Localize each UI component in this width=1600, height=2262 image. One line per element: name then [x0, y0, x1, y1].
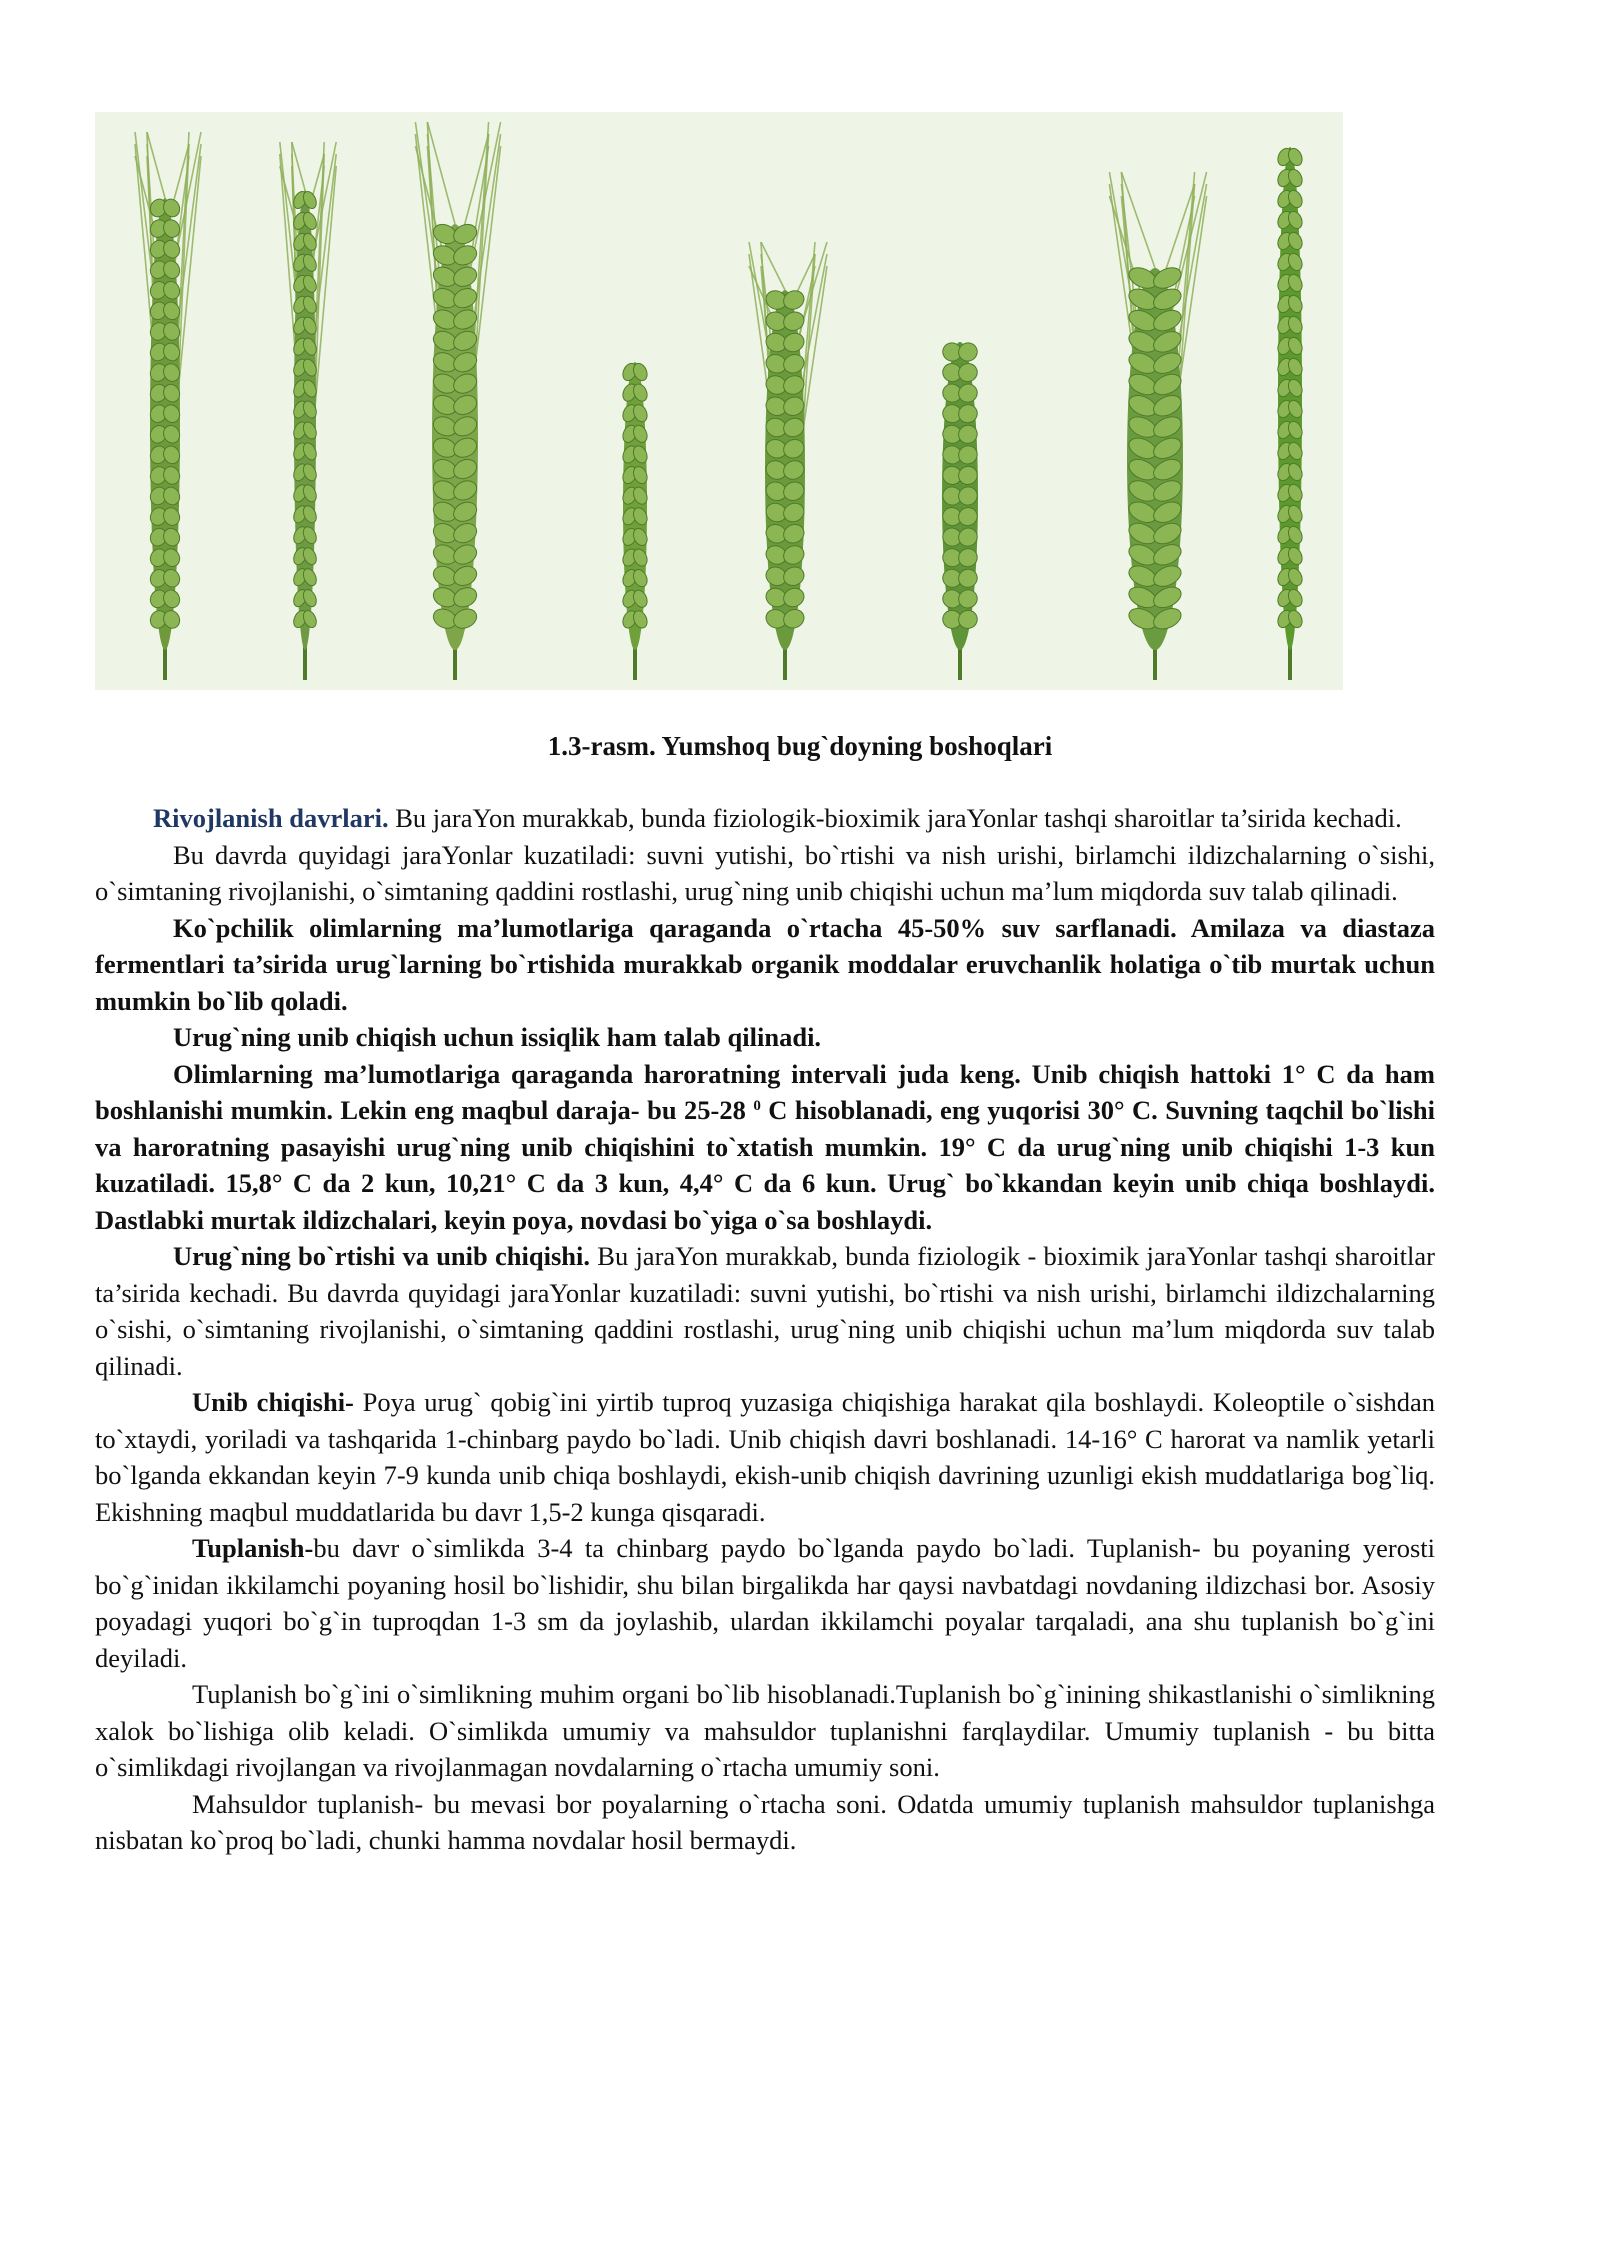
wheat-ears-figure [95, 112, 1343, 690]
heading-swelling-germination: Urug`ning bo`rtishi va unib chiqishi. [173, 1241, 591, 1271]
paragraph-tillering: Tuplanish-bu davr o`simlikda 3-4 ta chinbarg paydo bo`lganda paydo bo`ladi. Tuplanish- bu poyaning yerosti bo`g`inidan ikkilamchi poyaning hosil bo`lishidir, shu bilan birgalikda har qaysi navbatdagi novdaning ildizchasi bor. Asosiy poyadagi yuqori bo`g`in tuproqdan 1-3 sm da joylashib, ulardan ikkilamchi poyalar tarqaladi, ana shu tuplanish bo`g`ini deyiladi. [95, 1533, 1435, 1673]
paragraph-processes: Bu davrda quyidagi jaraYonlar kuzatiladi: suvni yutishi, bo`rtishi va nish urishi, birlamchi ildizchalarning o`sishi, o`simtaning rivojlanishi, o`simtaning qaddini rostlashi, urug`ning unib chiqishi uchun ma’lum miqdorda suv talab qilinadi. [95, 839, 1435, 906]
wheat-ear [1275, 146, 1304, 680]
paragraph-productive-tillering: Mahsuldor tuplanish- bu mevasi bor poyalarning o`rtacha soni. Odatda umumiy tuplanish mahsuldor tuplanishga nisbatan ko`proq bo`ladi, chunki hamma novdalar hosil bermaydi. [95, 1788, 1435, 1855]
wheat-ear [280, 142, 336, 680]
wheat-ear [620, 361, 649, 680]
wheat-ear [940, 340, 980, 680]
figure-caption: 1.3-rasm. Yumshoq bug`doyning boshoqlari [547, 731, 1053, 761]
paragraph-water-consumption: Ko`pchilik olimlarning ma’lumotlariga qaraganda o`rtacha 45-50% suv sarflanadi. Amilaza va diastaza fermentlari ta’sirida urug`larning bo`rtishida murakkab organik moddalar eruvchanlik holatiga o`tib murtak uchun mumkin bo`lib qoladi. [95, 912, 1435, 1016]
paragraph-development-stages: Rivojlanish davrlari. Bu jaraYon murakkab, bunda fiziologik-bioximik jaraYonlar tashqi sharoitlar ta’sirida kechadi. [153, 803, 1402, 833]
paragraph-tillering-node: Tuplanish bo`g`ini o`simlikning muhim organi bo`lib hisoblanadi.Tuplanish bo`g`inining shikastlanishi o`simlikning xalok bo`lishiga olib keladi. O`simlikda umumiy va mahsuldor tuplanishni farqlaydilar. Umumiy tuplanish - bu bitta o`simlikdagi rivojlangan va rivojlanmagan novdalarning o`rtacha umumiy soni. [95, 1679, 1435, 1782]
paragraph-temperature: Olimlarning ma’lumotlariga qaraganda haroratning intervali juda keng. Unib chiqish hattoki 1° C da ham boshlanishi mumkin. Lekin eng maqbul daraja- bu 25-28 $^0$ C hisoblanadi, eng yuqorisi 30° C. Suvning taqchil bo`lishi va haroratning pasayishi urug`ning unib chiqishini to`xtatish mumkin. 19° C da urug`ning unib chiqishi 1-3 kun kuzatiladi. 15,8° C da 2 kun, 10,21° C da 3 kun, 4,4° C da 6 kun. Urug` bo`kkandan keyin unib chiqa boshlaydi. Dastlabki murtak ildizchalari, keyin poya, novdasi bo`yiga o`sa boshlaydi. [95, 1058, 1435, 1235]
heading-emergence: Unib chiqishi- [192, 1387, 354, 1417]
wheat-ear [1109, 172, 1206, 680]
heading-development-stages: Rivojlanish davrlari. [153, 803, 389, 833]
wheat-ear [135, 132, 201, 680]
heading-tillering: Tuplanish- [192, 1533, 314, 1563]
wheat-ear [749, 242, 827, 680]
paragraph-emergence: Unib chiqishi- Poya urug` qobig`ini yirtib tuproq yuzasiga chiqishiga harakat qila boshlaydi. Koleoptile o`sishdan to`xtaydi, yoriladi va tashqarida 1-chinbarg paydo bo`ladi. Unib chiqish davri boshlanadi. 14-16° C harorat va namlik yetarli bo`lganda ekkandan keyin 7-9 kunda unib chiqa boshlaydi, ekish-unib chiqish davrining uzunligi ekish muddatlariga bog`liq. Ekishning maqbul muddatlarida bu davr 1,5-2 kunga qisqaradi. [95, 1387, 1435, 1527]
paragraph-swelling-germination: Urug`ning bo`rtishi va unib chiqishi. Bu jaraYon murakkab, bunda fiziologik - bioximik jaraYonlar tashqi sharoitlar ta’sirida kechadi. Bu davrda quyidagi jaraYonlar kuzatiladi: suvni yutishi, bo`rtishi va nish urishi, birlamchi ildizchalarning o`sishi, o`simtaning rivojlanishi, o`simtaning qaddini rostlashi, urug`ning unib chiqishi uchun ma’lum miqdorda suv talab qilinadi. [95, 1241, 1435, 1381]
wheat-ear [415, 122, 500, 680]
body-text [95, 800, 1435, 1859]
paragraph-heat-requirement: Urug`ning unib chiqish uchun issiqlik ham talab qilinadi. [173, 1022, 822, 1052]
wheat-ears-image [95, 112, 1343, 690]
